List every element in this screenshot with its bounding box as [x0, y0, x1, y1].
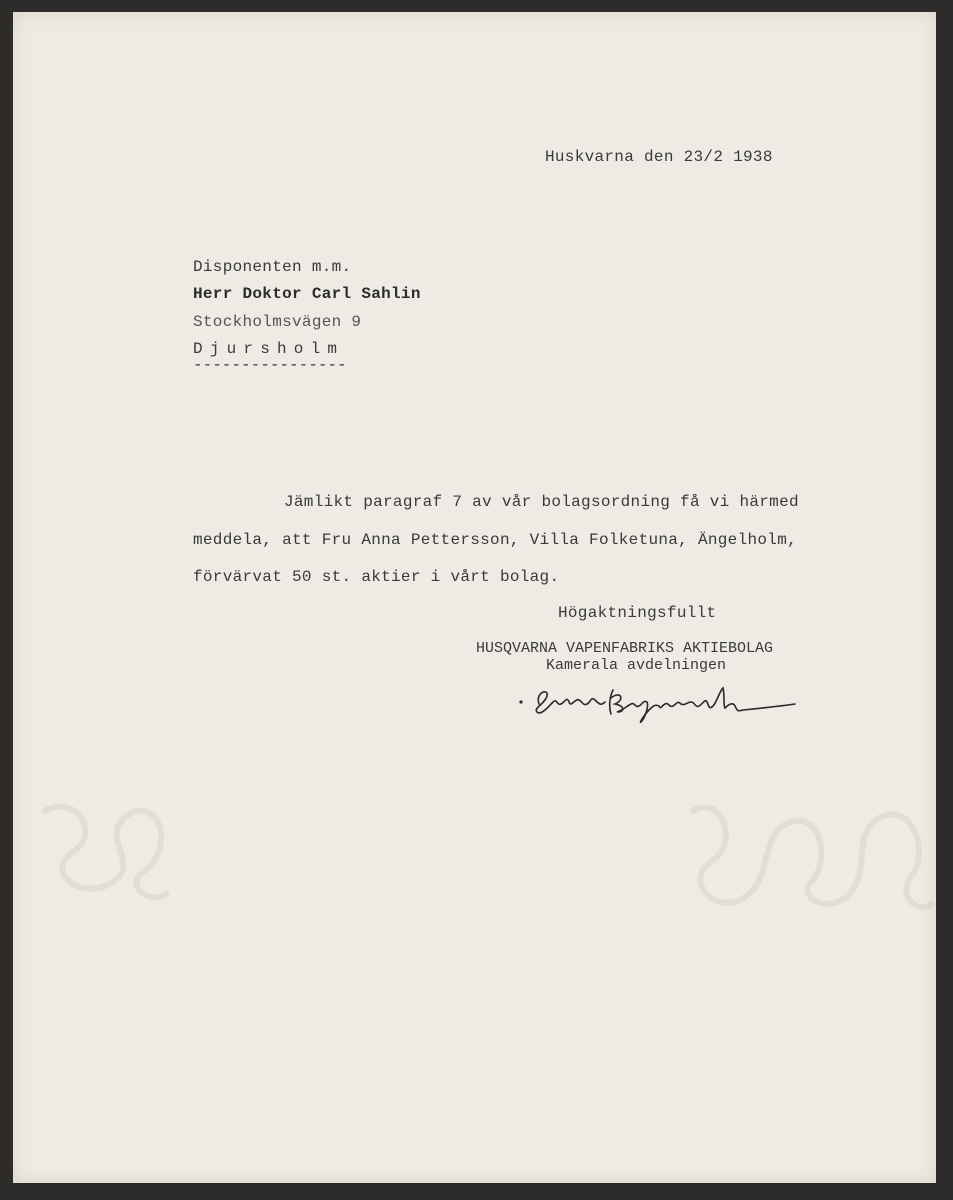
- recipient-street: Stockholmsvägen 9: [193, 313, 362, 331]
- body-line-2: meddela, att Fru Anna Pettersson, Villa Folketuna, Ängelholm,: [193, 531, 797, 549]
- body-line-1: Jämlikt paragraf 7 av vår bolagsordning få vi härmed: [284, 493, 799, 511]
- handwritten-signature: [513, 676, 803, 726]
- recipient-underline: ----------------: [193, 356, 347, 374]
- department-name: Kamerala avdelningen: [546, 657, 727, 674]
- recipient-city: Djursholm: [193, 340, 345, 358]
- body-line-3: förvärvat 50 st. aktier i vårt bolag.: [193, 568, 560, 586]
- company-name: HUSQVARNA VAPENFABRIKS AKTIEBOLAG: [476, 640, 774, 657]
- watermark-left: [33, 792, 173, 912]
- watermark-right: [681, 782, 936, 927]
- recipient-name: Herr Doktor Carl Sahlin: [193, 285, 421, 303]
- recipient-title: Disponenten m.m.: [193, 258, 352, 276]
- closing-salutation: Högaktningsfullt: [558, 604, 717, 622]
- letter-sheet: [13, 12, 936, 1183]
- date-line: Huskvarna den 23/2 1938: [545, 148, 773, 166]
